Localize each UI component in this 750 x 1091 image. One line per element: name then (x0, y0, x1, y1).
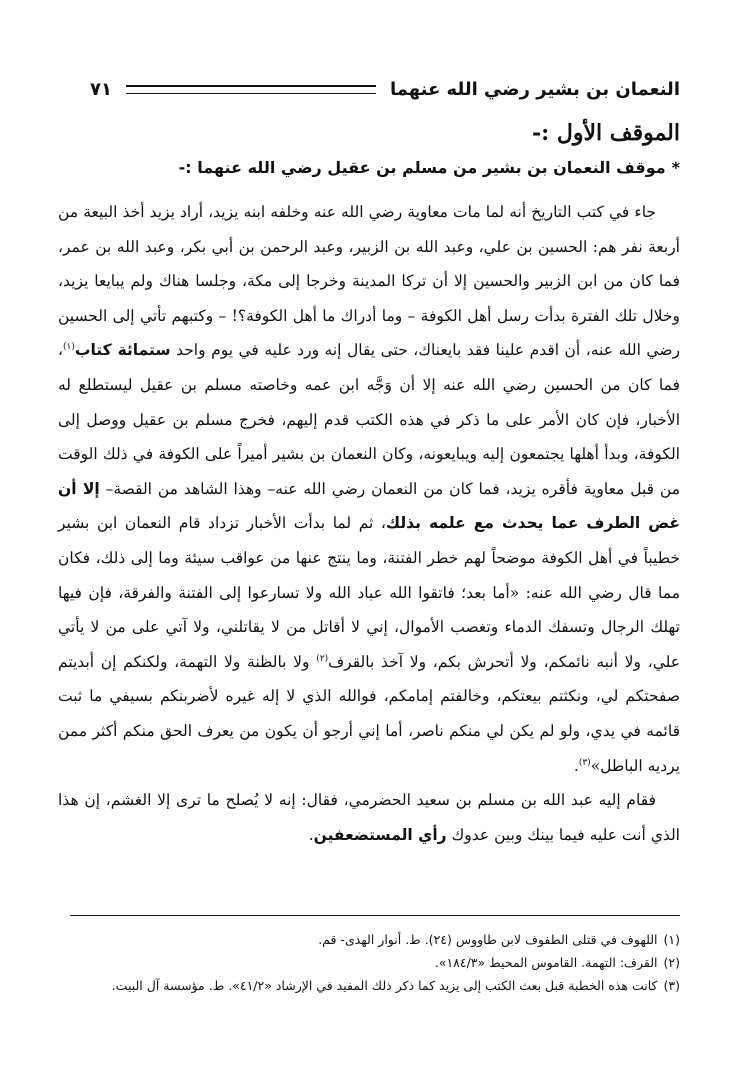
footnote-text: اللهوف في قتلى الطفوف لابن طاووس (٢٤). ط. أنوار الهدى- قم. (318, 932, 658, 947)
subheading (60, 158, 680, 177)
asterisk-bullet: * (671, 158, 680, 177)
running-title: النعمان بن بشير رضي الله عنهما (389, 78, 680, 100)
text-run: ، فما كان من الحسين رضي الله عنه إلا أن وَجَّه ابن عمه وخاصته مسلم بن عقيل ليستطلع له الأخبار، فإن كان الأمر على ما ذكر في هذه الكتب قدم إليهم، فخرج مسلم بن عقيل ووصل إلى الكوفة، وبدأ أهلها يجتمعون إليه ويبايعونه، وكان النعمان بن بشير أميراً على الكوفة في ذلك الوقت من قبل معاوية فأقره يزيد، فما كان من النعمان رضي الله عنه– وهذا الشاهد من القصة– (58, 341, 680, 498)
footnote-number: (١) (663, 932, 680, 947)
footnote-ref[interactable]: (٢) (316, 653, 329, 664)
page-number: ٧١ (90, 78, 112, 100)
paragraph (58, 783, 680, 852)
emphasis: إلا أن غض الطرف عما يحدث مع علمه بذلك (58, 479, 681, 533)
page-header (90, 74, 680, 104)
footnote (70, 951, 680, 974)
footnote-number: (٣) (663, 978, 680, 993)
text-run: ولا بالظنة ولا التهمة، ولكنكم إن أبديتم صفحتكم لي، ونكثتم بيعتكم، وخالفتم إمامكم، فوالله الذي لا إله غيره لأضربنكم بسيفي ما ثبت قائمه في يدي، ولو لم يكن لي منكم ناصر، أما إني أرجو أن يكون من يعرف الحق منكم أكثر ممن يرديه الباطل» (58, 652, 680, 775)
footnote-text: القرف: التهمة. القاموس المحيط «١٨٤/٣». (434, 955, 658, 970)
paragraph (58, 195, 680, 783)
footnote-text: كانت هذه الخطبة قبل بعث الكتب إلى يزيد كما ذكر ذلك المفيد في الإرشاد «٤١/٢». ط. مؤسسة آل البيت. (111, 978, 658, 993)
footnote-ref[interactable]: (٣) (578, 757, 591, 768)
text-run: جاء في كتب التاريخ أنه لما مات معاوية رضي الله عنه وخلفه ابنه يزيد، أراد يزيد أخذ البيعة من أربعة نفر هم: الحسين بن علي، وعبد الله بن الزبير، وعبد الرحمن بن أبي بكر، وعبد الله بن عمر، فما كان من ابن الزبير والحسين إلا أن تركا المدينة وخرجا إلى مكة، وجلسا هناك ولم يبايعا يزيد، وخلال تلك الفترة بدأت رسل أهل الكوفة – وما أدراك ما أهل الكوفة؟! – وكتبهم تأتي إلى الحسين رضي الله عنه، أن اقدم علينا فقد بايعناك، حتى يقال إنه ورد عليه في يوم واحد (58, 203, 680, 360)
text-run: . (308, 825, 314, 844)
text-run: ، ثم لما بدأت الأخبار تزداد قام النعمان ابن بشير خطيباً في أهل الكوفة موضحاً لهم خطر الفتنة، وما ينتج عنها من عواقب سيئة وما إلى ذلك، فكان مما قال رضي الله عنه: «أما بعد؛ فاتقوا الله عباد الله ولا تسارعوا إلى الفتنة والفرقة، فإن فيها تهلك الرجال وتسفك الدماء وتغصب الأموال، إني لا أقاتل من لا يقاتلني، ولا آتي على من لا يأتي علي، ولا أنبه نائمكم، ولا أتحرش بكم، ولا آخذ بالقرف (58, 514, 680, 671)
footnotes (70, 928, 680, 997)
footnote-ref[interactable]: (١) (63, 342, 75, 353)
text-run: فقام إليه عبد الله بن مسلم بن سعيد الحضرمي، فقال: إنه لا يُصلح ما ترى إلا الغشم، إن هذا الذي أنت عليه فيما بينك وبين عدوك (58, 791, 680, 844)
body-text (58, 195, 680, 852)
text-run: . (573, 756, 579, 775)
footnote (70, 974, 680, 997)
header-rule (126, 85, 376, 94)
footnote (70, 928, 680, 951)
subheading-text: موقف النعمان بن بشير من مسلم بن عقيل رضي الله عنهما :- (178, 158, 666, 177)
emphasis: رأي المستضعفين (313, 825, 447, 844)
section-title: الموقف الأول :- (531, 120, 680, 146)
footnote-number: (٢) (663, 955, 680, 970)
footnote-divider (70, 915, 680, 916)
emphasis: ستمائة كتاب (74, 341, 171, 360)
